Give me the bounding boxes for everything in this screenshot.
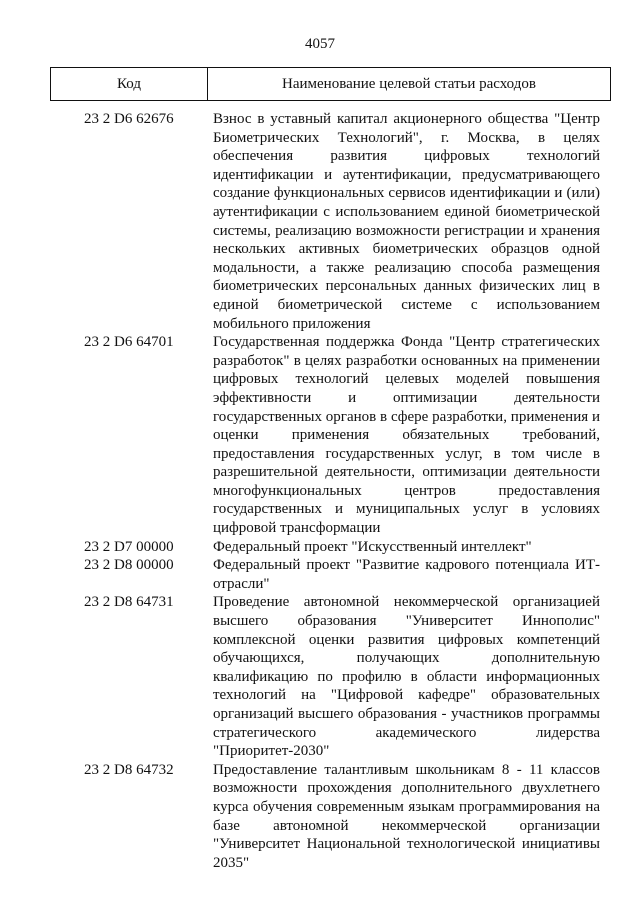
table-row <box>50 538 611 557</box>
row-description: Федеральный проект "Развитие кадрового потенциала ИТ-отрасли" <box>213 557 600 592</box>
table-row <box>50 110 611 333</box>
row-code: 23 2 D8 64732 <box>84 761 174 778</box>
row-code: 23 2 D6 64701 <box>84 334 174 351</box>
row-code: 23 2 D6 62676 <box>84 111 174 127</box>
table-header <box>50 67 611 101</box>
header-code: Код <box>51 68 208 100</box>
row-description: Государственная поддержка Фонда "Центр стратегических разработок" в целях разработки основанных на применении цифровых технологий целевых моделей повышения эффективности и оптимизации деятельности государственных органов в сфере разработки, применения и оценки применения обязательных требований, предоставления государственных услуг, в том числе в разрешительной деятельности, оптимизации деятельности многофункциональных центров предоставления государственных и муниципальных услуг в условиях цифровой трансформации <box>213 334 600 537</box>
row-code: 23 2 D8 00000 <box>84 557 174 574</box>
row-description: Федеральный проект "Искусственный интеллект" <box>213 538 532 555</box>
header-name: Наименование целевой статьи расходов <box>282 76 536 92</box>
row-description: Взнос в уставный капитал акционерного общества "Центр Биометрических Технологий", г. Москва, в целях обеспечения развития цифровых технологий идентификации и аутентификации, предусматривающего создание функциональных сервисов идентификации и (или) аутентификации с использованием единой биометрической системы, реализацию возможности регистрации и хранения нескольких активных биометрических образцов одной модальности, а также реализацию способа размещения биометрических персональных данных физических лиц в единой биометрической системе с использованием мобильного приложения <box>213 111 600 332</box>
table-body <box>50 110 611 872</box>
table-row <box>50 333 611 538</box>
row-code: 23 2 D7 00000 <box>84 538 174 555</box>
page-number: 4057 <box>305 36 335 52</box>
row-description: Предоставление талантливым школьникам 8 - 11 классов возможности прохождения дополнительного двухлетнего курса обучения современным языкам программирования на базе автономной некоммерческой организации "Университет Национальной технологической инициативы 2035" <box>213 761 600 871</box>
table-row <box>50 556 611 593</box>
table-row <box>50 593 611 760</box>
row-description: Проведение автономной некоммерческой организацией высшего образования "Университет Иннополис" комплексной оценки развития цифровых компетенций обучающихся, получающих дополнительную квалификацию по профилю в области информационных технологий на "Цифровой кафедре" образовательных организаций высшего образования - участников программы стратегического академического лидерства "Приоритет-2030" <box>213 594 600 760</box>
row-code: 23 2 D8 64731 <box>84 594 174 611</box>
table-row <box>50 761 611 873</box>
